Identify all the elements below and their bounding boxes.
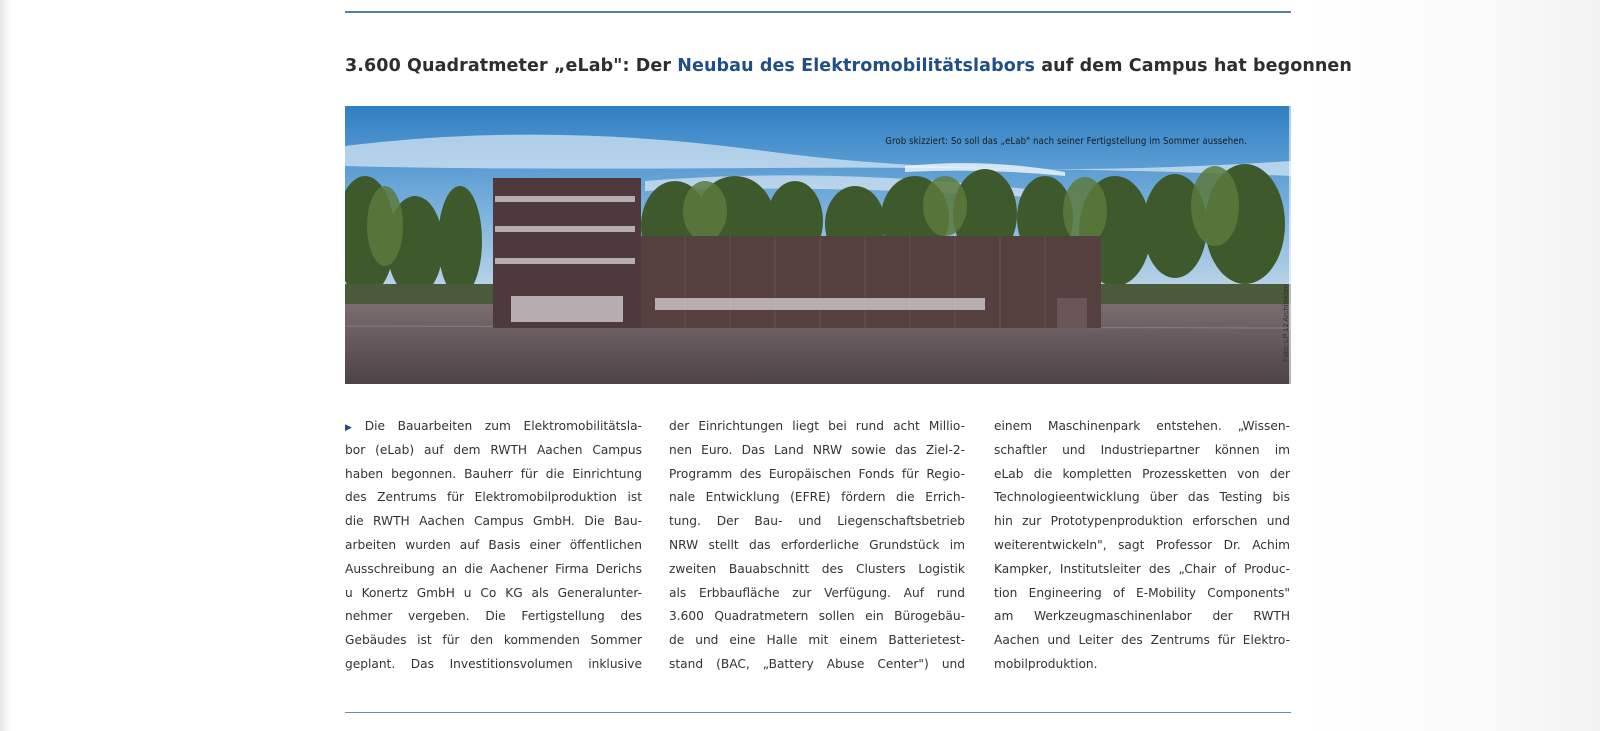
text-line: tung. Der Bau- und Liegenschaftsbetrieb bbox=[669, 514, 965, 529]
article-column-3 bbox=[994, 415, 1290, 677]
text-line: weiterentwickeln", sagt Professor Dr. Achim bbox=[994, 537, 1290, 552]
page-margin bbox=[1300, 0, 1600, 731]
text-line: ▶ Die Bauarbeiten zum Elektromobilitätsla- bbox=[345, 419, 642, 433]
text-line: Ausschreibung an die Aachener Firma Derichs bbox=[345, 561, 642, 576]
text-line: schaftler und Industriepartner können im bbox=[994, 442, 1290, 457]
photo-caption: Grob skizziert: So soll das „eLab" nach seiner Fertigstellung im Sommer aussehen. bbox=[885, 136, 1247, 147]
text-line: nen Euro. Das Land NRW sowie das Ziel-2- bbox=[669, 442, 965, 457]
text-line: geplant. Das Investitionsvolumen inklusive bbox=[345, 656, 642, 671]
building-rendering-photo bbox=[345, 106, 1291, 384]
text-line: Aachen und Leiter des Zentrums für Elektro- bbox=[994, 633, 1290, 648]
bottom-rule bbox=[345, 712, 1291, 713]
headline-post: auf dem Campus hat begonnen bbox=[1035, 56, 1352, 76]
article-column-2 bbox=[669, 415, 965, 677]
text-line: der Einrichtungen liegt bei rund acht Millio- bbox=[669, 419, 965, 433]
building-rendering bbox=[345, 106, 1291, 384]
text-line: haben begonnen. Bauherr für die Einrichtung bbox=[345, 466, 642, 481]
text-line: stand (BAC, „Battery Abuse Center") und bbox=[669, 656, 965, 671]
text-line: tion Engineering of E-Mobility Components" bbox=[994, 585, 1290, 600]
triangle-right-icon: ▶ bbox=[345, 423, 361, 433]
text-line: Technologieentwicklung über das Testing bis bbox=[994, 490, 1290, 505]
text-line: 3.600 Quadratmetern sollen ein Bürogebäu- bbox=[669, 609, 965, 624]
text-line: des Zentrums für Elektromobilproduktion ist bbox=[345, 490, 642, 505]
text-line: zweiten Bauabschnitt des Clusters Logistik bbox=[669, 561, 965, 576]
photo-credit: Foto: LP 12 Architekten bbox=[1281, 284, 1290, 362]
page-edge-shadow bbox=[0, 0, 12, 731]
text-line: nale Entwicklung (EFRE) fördern die Errich- bbox=[669, 490, 965, 505]
text-line: einem Maschinenpark entstehen. „Wissen- bbox=[994, 419, 1290, 433]
text-line: Programm des Europäischen Fonds für Regio- bbox=[669, 466, 965, 481]
text-line: bor (eLab) auf dem RWTH Aachen Campus bbox=[345, 442, 642, 457]
text-line: hin zur Prototypenproduktion erforschen und bbox=[994, 514, 1290, 529]
headline-highlight: Neubau des Elektromobilitätslabors bbox=[677, 56, 1036, 76]
text-line: NRW stellt das erforderliche Grundstück im bbox=[669, 537, 965, 552]
text-line: de und eine Halle mit einem Batterietest- bbox=[669, 633, 965, 648]
text-line: Gebäudes ist für den kommenden Sommer bbox=[345, 633, 642, 648]
text-line: arbeiten wurden auf Basis einer öffentlichen bbox=[345, 537, 642, 552]
text-line: als Erbbaufläche zur Verfügung. Auf rund bbox=[669, 585, 965, 600]
text-line: u Konertz GmbH u Co KG als Generalunter- bbox=[345, 585, 642, 600]
text-line: eLab die kompletten Prozessketten von der bbox=[994, 466, 1290, 481]
text-line: Kampker, Institutsleiter des „Chair of Produc- bbox=[994, 561, 1290, 576]
text-line: am Werkzeugmaschinenlabor der RWTH bbox=[994, 609, 1290, 624]
top-rule bbox=[345, 11, 1291, 13]
article-column-1 bbox=[345, 415, 642, 677]
text-line: mobilproduktion. bbox=[994, 656, 1098, 671]
text-line: nehmer vergeben. Die Fertigstellung des bbox=[345, 609, 642, 624]
text-line: die RWTH Aachen Campus GmbH. Die Bau- bbox=[345, 514, 642, 529]
article-headline bbox=[345, 56, 1352, 76]
headline-pre: 3.600 Quadratmeter „eLab": Der bbox=[345, 56, 678, 76]
